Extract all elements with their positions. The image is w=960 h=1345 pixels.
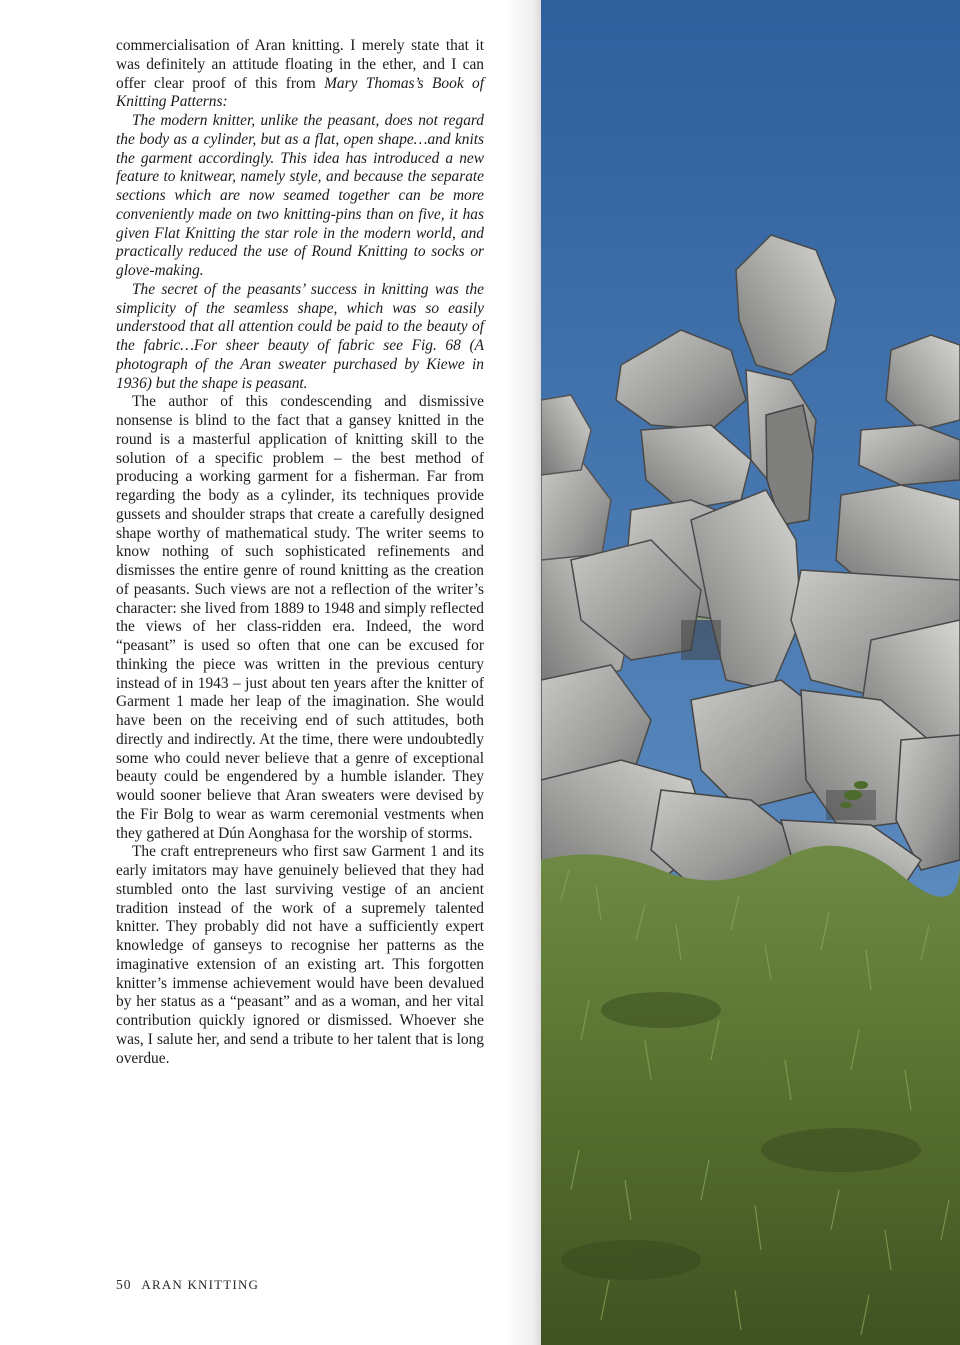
block-quote-paragraph: The secret of the peasants’ success in knitting was the simplicity of the seamless shape, which was so easily understood that all attention could be paid to the beauty of the fabric…For sheer beauty of fabric see Fig. 68 (A photograph of the Aran sweater purchased by Kiewe in 1936) but the shape is peasant. [116,280,484,392]
stone-wall-illustration [541,0,960,1345]
stone-wall-photograph [541,0,960,1345]
book-title: Mary Thomas’s Book of Knitting Patterns: [116,74,484,111]
page-gutter-shadow [505,0,545,1345]
body-text-column [116,37,484,1068]
paragraph [116,37,484,112]
paragraph: The craft entrepreneurs who first saw Garment 1 and its early imitators may have genuinely believed that they had stumbled onto the last surviving vestige of an ancient tradition instead of the work of a supremely talented knitter. They probably did not have a sufficiently expert knowledge of ganseys to recognise her patterns as the imaginative extension of an existing art. This forgotten knitter’s immense achievement would have been devalued by her status as a “peasant” and as a woman, and her vital contribution quickly ignored or dismissed. Whoever she was, I salute her, and send a tribute to her talent that is long overdue. [116,843,484,1067]
paragraph-text: commercialisation of Aran knitting. I merely state that it was definitely an attitude floating in the ether, and I can offer clear proof of this from [116,37,484,92]
block-quote-paragraph: The modern knitter, unlike the peasant, does not regard the body as a cylinder, but as a flat, open shape…and knits the garment accordingly. This idea has introduced a new feature to knitwear, namely style, and because the separate sections which are now seamed together can be more conveniently made on two knitting-pins than on five, it has given Flat Knitting the star role in the modern world, and practically reduced the use of Round Knitting to socks or glove-making. [116,112,484,279]
page-number: 50 [116,1277,132,1292]
page-footer [116,1277,259,1293]
running-title: ARAN KNITTING [141,1277,260,1292]
paragraph: The author of this condescending and dismissive nonsense is blind to the fact that a gansey knitted in the round is a masterful application of knitting skill to the solution of a specific problem – the best method of producing a working garment for a fisherman. Far from regarding the body as a cylinder, its techniques provide gussets and shoulder straps that create a carefully designed shape worthy of mathematical study. The writer seems to know nothing of such sophisticated refinements and dismisses the entire genre of round knitting as the creation of peasants. Such views are not a reflection of the writer’s character: she lived from 1889 to 1948 and simply reflected the views of her class-ridden era. Indeed, the word “peasant” is used so often that one can be excused for thinking the piece was written in the previous century instead of in 1943 – just about ten years after the knitter of Garment 1 made her leap of the imagination. She would have been on the receiving end of such attitudes, both directly and indirectly. At the time, there were undoubtedly some who could never believe that a genre of exceptional beauty could be engendered by a humble islander. They would sooner believe that Aran sweaters were devised by the Fir Bolg to wear as warm ceremonial vestments when they gathered at Dún Aonghasa for the worship of storms. [116,393,484,842]
